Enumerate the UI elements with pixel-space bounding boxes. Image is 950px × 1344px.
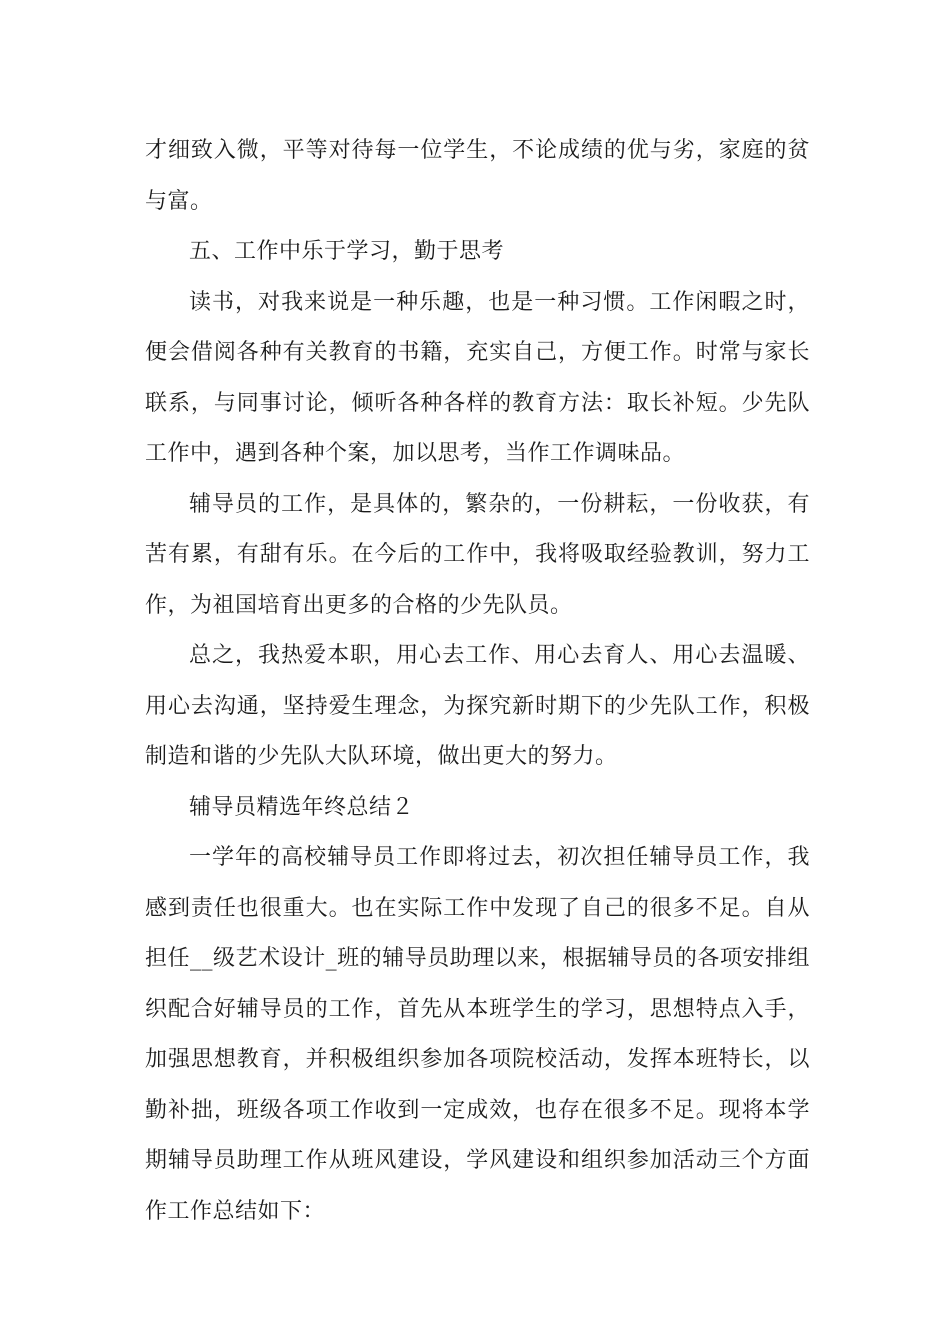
section-heading-5: 五、工作中乐于学习，勤于思考 [189, 239, 505, 264]
section-title-summary-2: 辅导员精选年终总结２ [189, 794, 415, 820]
paragraph-continuation: 才细致入微，平等对待每一位学生，不论成绩的优与劣，家庭的贫与富。 [145, 138, 810, 214]
paragraph-counselor-work: 辅导员的工作，是具体的，繁杂的，一份耕耘，一份收获，有苦有累，有甜有乐。在今后的工作中，我将吸取经验教训，努力工作，为祖国培育出更多的合格的少先队员。 [145, 491, 810, 618]
paragraph-summary-intro: 一学年的高校辅导员工作即将过去，初次担任辅导员工作，我感到责任也很重大。也在实际工作中发现了自己的很多不足。自从担任__级艺术设计_班的辅导员助理以来，根据辅导员的各项安排组织配合好辅导员的工作，首先从本班学生的学习，思想特点入手，加强思想教育，并积极组织参加各项院校活动，发挥本班特长，以勤补拙，班级各项工作收到一定成效，也存在很多不足。现将本学期辅导员助理工作从班风建设，学风建设和组织参加活动三个方面作工作总结如下： [145, 845, 810, 1224]
document-body [145, 126, 810, 1237]
paragraph-reading: 读书，对我来说是一种乐趣，也是一种习惯。工作闲暇之时，便会借阅各种有关教育的书籍，充实自己，方便工作。时常与家长联系，与同事讨论，倾听各种各样的教育方法：取长补短。少先队工作中，遇到各种个案，加以思考，当作工作调味品。 [145, 289, 810, 466]
paragraph-conclusion: 总之，我热爱本职，用心去工作、用心去育人、用心去温暖、用心去沟通，坚持爱生理念，为探究新时期下的少先队工作，积极制造和谐的少先队大队环境，做出更大的努力。 [145, 643, 810, 769]
